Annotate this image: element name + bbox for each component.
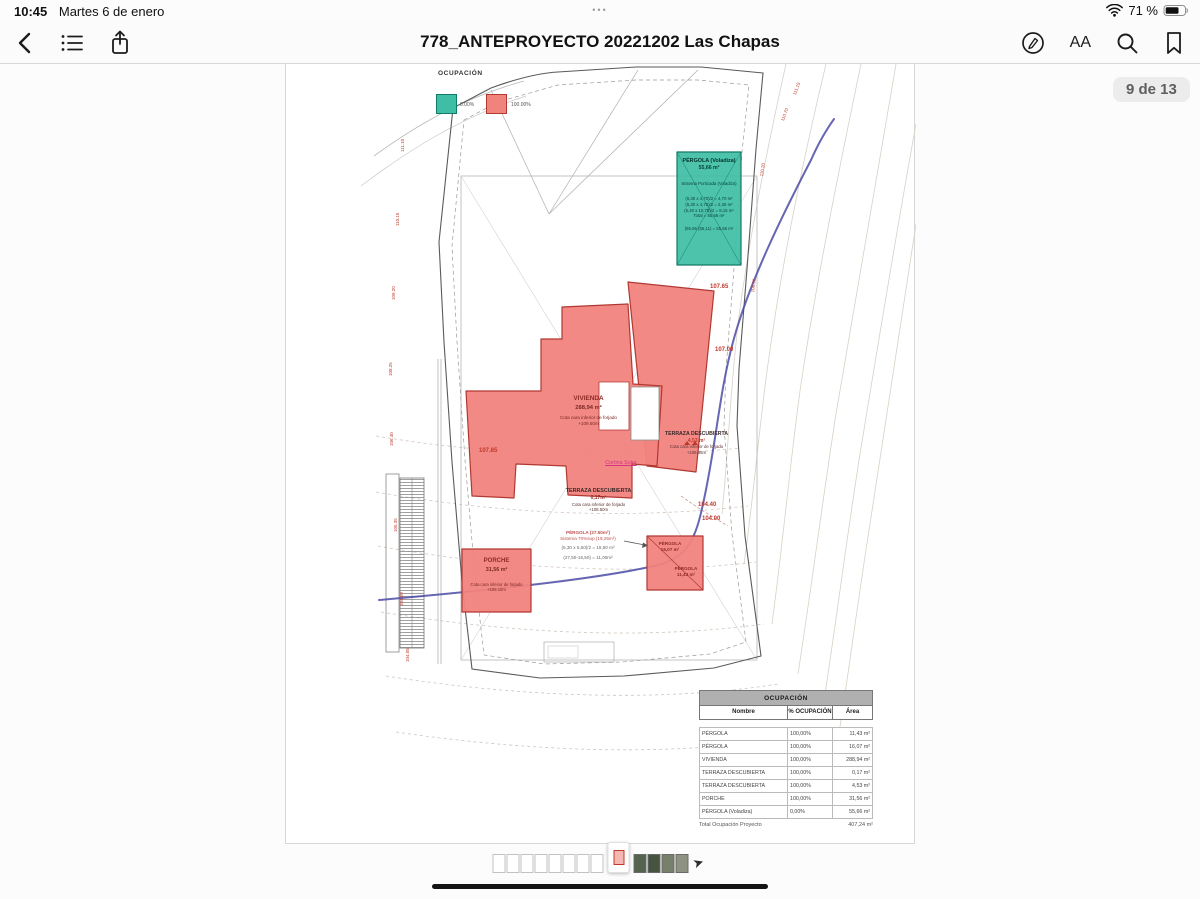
table-cell: 55,66 m² <box>849 809 870 815</box>
status-right <box>1106 3 1190 18</box>
boundary-elevation-label: 110.20 <box>759 162 766 177</box>
contour-elevation-label: 107.00 <box>715 347 734 353</box>
markup-button[interactable] <box>1020 29 1046 57</box>
thumbnail-page[interactable] <box>563 854 576 873</box>
content-area <box>0 64 1200 899</box>
label-line: PÉRGOLA (Voladiza) <box>682 158 736 164</box>
table-cell: PÉRGOLA <box>700 728 788 740</box>
boundary-elevation-label: 111.15 <box>792 81 802 96</box>
thumbnail-page[interactable] <box>521 854 534 873</box>
label-line: PÉRGOLA (27.50m²) <box>566 530 610 535</box>
terraza-descubierta-label <box>541 488 656 513</box>
label-line: Cota cara inferior de forjado <box>470 581 523 587</box>
table-row <box>699 792 873 806</box>
label-line: (5,30 x 4,70)/2 = 4,70 m² <box>685 196 733 202</box>
label-line: 288,94 m² <box>575 405 602 412</box>
battery-icon <box>1163 4 1190 17</box>
thumbnail-page[interactable] <box>662 854 675 873</box>
boundary-elevation-label: 105.35 <box>393 518 398 532</box>
terraza-descubierta-label <box>644 431 749 455</box>
contour-elevation-label: 107.65 <box>710 284 729 290</box>
chevron-left-icon <box>14 30 36 56</box>
occupation-table-header <box>699 706 873 720</box>
home-indicator[interactable] <box>432 884 768 889</box>
thumbnail-page[interactable] <box>577 854 590 873</box>
boundary-elevation-label: 104.50 <box>399 592 404 606</box>
label-line: Cota cara inferior de forjado <box>571 501 626 507</box>
search-button[interactable] <box>1115 29 1140 57</box>
page-indicator: 9 de 13 <box>1113 77 1190 102</box>
bookmark-button[interactable] <box>1164 29 1184 57</box>
contour-elevation-label: 107.85 <box>479 448 498 454</box>
legend-swatch-free <box>436 94 457 114</box>
pdf-page[interactable] <box>285 64 915 844</box>
porche-label <box>463 558 530 593</box>
thumbnail-page[interactable] <box>648 854 661 873</box>
label-line: PORCHE <box>483 558 510 564</box>
label-line: Total = 55,66 m² <box>693 213 725 219</box>
table-cell: PORCHE <box>700 793 788 805</box>
label-line: +106.95m <box>686 449 707 455</box>
label-line: (5,30 x 5,50)/2 = 16,50 m² <box>561 544 615 550</box>
table-cell: 0,00% <box>788 806 833 818</box>
label-line: +108.50m <box>588 507 609 513</box>
label-line: 11,43 m² <box>676 571 696 577</box>
share-icon <box>108 29 132 57</box>
thumbnail-arrow[interactable]: ➤ <box>690 853 706 872</box>
thumbnail-page[interactable] <box>493 854 506 873</box>
pergola-voladiza-label <box>675 158 743 231</box>
column-header: Área <box>845 709 860 715</box>
legend-label-free: 0.00% <box>460 102 475 108</box>
bookmark-icon <box>1164 30 1184 56</box>
table-row <box>699 727 873 741</box>
label-line: +109.50m <box>578 420 599 426</box>
label-line: PÉRGOLA <box>658 541 682 546</box>
occupation-table-total <box>699 822 873 828</box>
label-line: +105.10m <box>487 587 506 593</box>
table-cell: 4,53 m² <box>852 783 870 789</box>
column-header: Nombre <box>700 706 788 719</box>
table-cell: TERRAZA DESCUBIERTA <box>700 780 788 792</box>
label-line: (5,40 x 10,75)/2 = 8,15 m² <box>684 207 734 213</box>
thumbnail-page[interactable] <box>507 854 520 873</box>
pergola-area-label <box>649 541 691 553</box>
table-cell: 288,94 m² <box>846 757 870 763</box>
table-cell: PÉRGOLA <box>700 741 788 753</box>
wifi-icon <box>1106 4 1123 17</box>
text-size-button[interactable]: AA <box>1070 29 1091 57</box>
back-button[interactable] <box>14 29 36 57</box>
table-cell: 100,00% <box>788 754 833 766</box>
search-icon <box>1115 31 1140 56</box>
label-line: 4,53 m² <box>687 437 706 444</box>
thumbnail-strip <box>493 842 708 873</box>
label-line: (27,50-16,50) = 11,00m² <box>563 554 613 560</box>
table-row <box>699 740 873 754</box>
total-value: 407,24 m² <box>848 822 873 828</box>
status-date: Martes 6 de enero <box>58 4 165 19</box>
table-cell: 100,00% <box>788 767 833 779</box>
vivienda-label <box>536 395 641 427</box>
label-line: (5,30 x 4,70)/2 = 2,35 m² <box>685 201 733 207</box>
table-row <box>699 779 873 793</box>
thumbnail-page[interactable] <box>549 854 562 873</box>
label-line: (55,66 (55,11) = 55,56 m² <box>684 225 734 231</box>
occupation-table-title: OCUPACIÓN <box>699 690 873 706</box>
contour-elevation-label: 104.40 <box>698 502 717 508</box>
boundary-elevation-label: 108.90 <box>750 278 757 293</box>
occupation-table <box>699 690 873 828</box>
label-line: Cota cara inferior de forjado <box>669 444 724 450</box>
pergola-note-label <box>534 530 642 561</box>
label-line: TERRAZA DESCUBIERTA <box>664 431 729 437</box>
label-line: 0,17m² <box>590 495 607 502</box>
legend-swatch-occupied <box>486 94 507 114</box>
multitask-dots-icon: ••• <box>592 5 608 15</box>
table-row <box>699 753 873 767</box>
label-line: Cota cara inferior de forjado <box>560 414 617 420</box>
boundary-elevation-label: 110.15 <box>395 212 400 226</box>
table-row <box>699 805 873 819</box>
thumbnail-current-page[interactable] <box>608 842 630 873</box>
legend-title: OCUPACIÓN <box>438 70 483 77</box>
status-time: 10:45 <box>14 4 48 19</box>
table-row <box>699 766 873 780</box>
label-line: 55,66 m² <box>698 165 720 172</box>
boundary-elevation-label: 111.10 <box>400 138 405 152</box>
table-cell: 16,07 m² <box>849 744 870 750</box>
boundary-elevation-label: 106.40 <box>389 432 394 446</box>
status-bar <box>0 0 1200 22</box>
table-cell: 100,00% <box>788 793 833 805</box>
table-cell: PÉRGOLA (Voladiza) <box>700 806 788 818</box>
table-cell: 100,00% <box>788 728 833 740</box>
table-cell: 11,43 m² <box>849 731 870 737</box>
label-line: 16,07 m² <box>660 546 680 552</box>
table-cell: 100,00% <box>788 741 833 753</box>
label-line: PÉRGOLA <box>674 566 698 571</box>
toolbar <box>0 22 1200 64</box>
table-cell: 0,17 m² <box>852 770 870 776</box>
contour-elevation-label: 104.00 <box>702 516 721 522</box>
occupation-table-body <box>699 727 873 819</box>
total-label: Total Ocupación Proyecto <box>699 822 762 828</box>
share-button[interactable] <box>108 29 132 57</box>
thumbnail-page[interactable] <box>634 854 647 873</box>
document-title: 778_ANTEPROYECTO 20221202 Las Chapas <box>420 32 780 51</box>
boundary-elevation-label: 109.20 <box>391 286 396 300</box>
boundary-elevation-label: 110.70 <box>780 107 790 122</box>
pergola-area-label <box>668 566 704 578</box>
table-cell: 31,56 m² <box>849 796 870 802</box>
thumbnail-plan-preview <box>613 850 624 865</box>
cortina-solar-label: Cortina Solar <box>605 460 637 466</box>
contents-button[interactable] <box>60 29 84 57</box>
label-line: TERRAZA DESCUBIERTA <box>565 488 632 494</box>
label-line: Sistema Porticada (Voladiza) <box>681 180 737 186</box>
markup-icon <box>1020 30 1046 56</box>
label-line: Sistema 70%sup (19,25m²) <box>560 535 616 541</box>
boundary-elevation-label: 108.25 <box>388 362 393 376</box>
hatched-strip <box>386 474 424 652</box>
label-line: VIVIENDA <box>573 395 604 402</box>
legend-label-occupied: 100.00% <box>511 102 531 108</box>
list-icon <box>60 32 84 54</box>
table-cell: TERRAZA DESCUBIERTA <box>700 767 788 779</box>
table-cell: 100,00% <box>788 780 833 792</box>
column-header: % OCUPACIÓN <box>788 706 833 719</box>
thumbnail-page[interactable] <box>535 854 548 873</box>
label-line: 31,56 m² <box>485 566 508 573</box>
thumbnail-page[interactable] <box>591 854 604 873</box>
table-cell: VIVIENDA <box>700 754 788 766</box>
battery-percent: 71 % <box>1128 3 1158 18</box>
boundary-elevation-label: 104.05 <box>405 648 410 662</box>
